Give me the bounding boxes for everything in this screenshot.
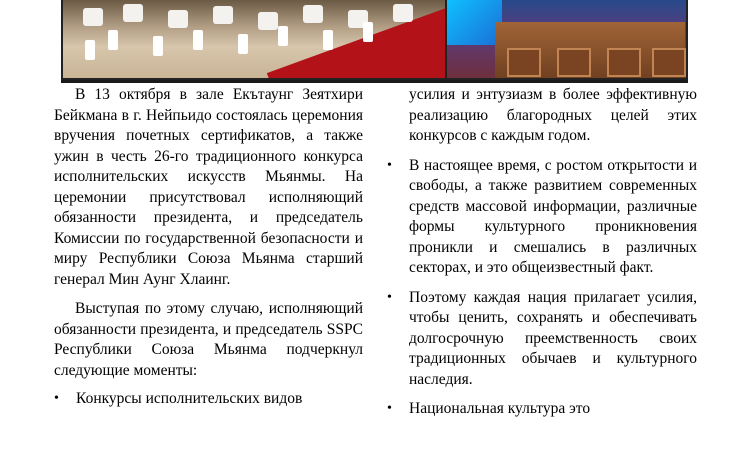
bullet-text: Конкурсы исполнительских видов <box>76 390 303 407</box>
bullet-icon: • <box>387 157 392 173</box>
bullet-icon: • <box>387 401 392 416</box>
bullet-text: В настоящее время, с ростом открытости и свободы, а также развитием современных средств массовой информации, различные формы культурного проникновения проникли и смешались в различных секторах, и это общеизвестный факт. <box>409 156 697 276</box>
bullet-text: Национальная культура это <box>409 400 591 417</box>
bullet-icon: • <box>54 391 59 406</box>
list-item <box>387 399 697 420</box>
intro-paragraph: В 13 октября в зале Екътаунг Зеятхири Бейкмана в г. Нейпьидо состоялась церемония вручения почетных сертификатов, а также ужин в честь 26-го традиционного конкурса исполнительских искусств Мьянмы. На церемонии присутствовал исполняющий обязанности президента, и председатель Комиссии по государственной безопасности и миру Республики Союза Мьянма старший генерал Мин Аунг Хлаинг. <box>54 86 363 288</box>
left-column <box>54 85 363 410</box>
led-screen <box>447 0 502 45</box>
list-item <box>387 288 697 391</box>
bullet-text: Поэтому каждая нация прилагает усилия, чтобы ценить, сохранять и обеспечивать долгосрочную преемственность своих традиционных обычаев и культурного наследия. <box>409 288 697 388</box>
speech-intro-paragraph: Выступая по этому случаю, исполняющий обязанности президента, и председатель SSPC Республики Союза Мьянма подчеркнул следующие моменты: <box>54 300 363 379</box>
banquet-hall-photo <box>63 0 445 78</box>
list-item <box>387 85 697 147</box>
podium-photo <box>447 0 686 78</box>
header-photo <box>61 0 688 83</box>
bullet-continuation-text: усилия и энтузиазм в более эффективную реализацию благородных целей этих конкурсов с каждым годом. <box>409 86 697 144</box>
list-item <box>54 389 363 410</box>
right-column <box>387 85 697 420</box>
list-item <box>387 156 697 279</box>
bullet-icon: • <box>387 289 392 305</box>
